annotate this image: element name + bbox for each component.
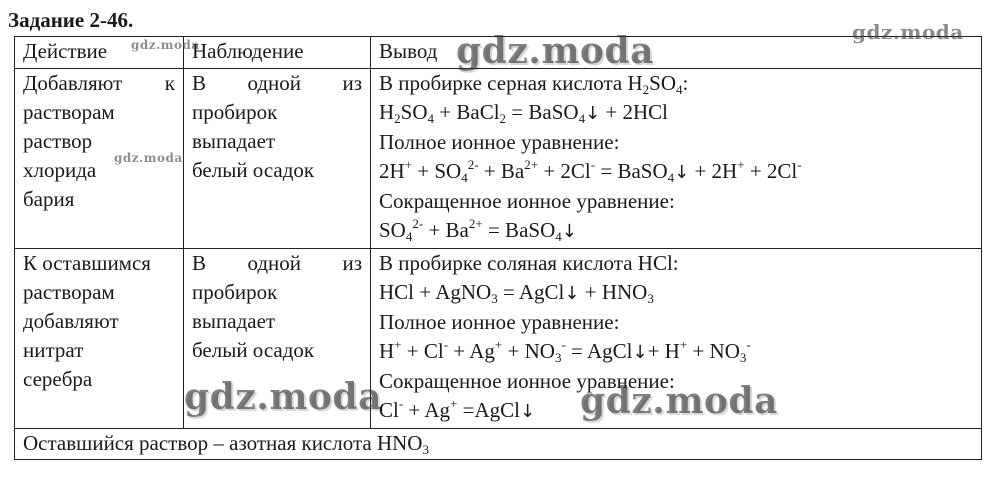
row1-action-line: Добавляют к (23, 71, 175, 95)
watermark: gdz.moda (114, 151, 183, 165)
watermark: gdz.moda (456, 30, 654, 72)
table-row (15, 69, 982, 249)
row2-action-line: добавляют (23, 309, 119, 333)
row1-full-ionic-label: Полное ионное уравнение: (379, 130, 620, 154)
row1-acid-text: В пробирке серная кислота H (379, 71, 643, 95)
row1-action-line: бария (23, 187, 75, 211)
row2-observation-line: пробирок (192, 280, 278, 304)
row2-action-line: серебра (23, 367, 93, 391)
watermark: gdz.moda (580, 380, 778, 422)
row1-acid-line: В пробирке серная кислота $H_2SO_4$: (379, 71, 689, 97)
header-conclusion: Вывод (371, 37, 982, 69)
row1-conclusion (371, 69, 982, 249)
results-table (14, 36, 982, 460)
row1-action-line: раствор (23, 129, 93, 153)
row2-action-line: нитрат (23, 338, 84, 362)
watermark: gdz.moda (131, 38, 200, 52)
footer-cell (15, 429, 982, 460)
row1-action-line: хлорида (23, 158, 97, 182)
row1-short-ionic-label: Сокращенное ионное уравнение: (379, 189, 675, 213)
row1-action (15, 69, 184, 249)
table-row (15, 249, 982, 429)
header-action: Действие (15, 37, 184, 69)
row1-molecular-equation: $H_2SO_4$ + BaCl$_2$ = BaSO$_4$↓ + 2HCl (379, 100, 669, 126)
row1-observation-line: пробирок (192, 100, 278, 124)
row2-full-ionic-equation: $H^+ + Cl^- + Ag^+ + NO_3^-$ = AgCl↓+ $H^+ + NO_3^-$ (379, 337, 751, 365)
row1-action-line: растворам (23, 100, 115, 124)
task-title: Задание 2-46. (8, 8, 134, 32)
row2-observation-line: В одной из (192, 251, 362, 275)
row2-conclusion (371, 249, 982, 429)
row2-observation-line: белый осадок (192, 338, 315, 362)
row1-full-ionic-equation: $2H^+ + SO_4^{2-} + Ba^{2+} + 2Cl^-$ = BaSO$_4$↓ + 2H+ + 2Cl- (379, 157, 802, 185)
watermark: gdz.moda (184, 376, 382, 418)
header-observation: Наблюдение (184, 37, 371, 69)
row2-observation (184, 249, 371, 429)
row1-observation-line: В одной из (192, 71, 362, 95)
row2-short-ionic-equation: Cl- + Ag+ =AgCl↓ (379, 396, 536, 422)
row2-acid-line: В пробирке соляная кислота HCl: (379, 251, 679, 275)
row2-action-line: К оставшимся (23, 251, 151, 275)
row2-short-ionic-label: Сокращенное ионное уравнение: (379, 369, 675, 393)
table-footer-row (15, 429, 982, 460)
footer-text: Оставшийся раствор – азотная кислота HNO (23, 431, 423, 455)
footer-subscript: 3 (422, 442, 429, 457)
row1-observation-line: белый осадок (192, 158, 315, 182)
watermark: gdz.moda (852, 20, 964, 44)
row2-action (15, 249, 184, 429)
row2-molecular-equation: HCl + AgNO$_3$ = AgCl↓ + $HNO_3$ (379, 280, 654, 306)
row2-action-line: растворам (23, 280, 115, 304)
row1-observation (184, 69, 371, 249)
row1-short-ionic-equation: $SO_4^{2-} + Ba^{2+}$ = BaSO$_4$↓ (379, 216, 577, 244)
row2-observation-line: выпадает (192, 309, 276, 333)
row1-observation-line: выпадает (192, 129, 276, 153)
table-header-row (15, 37, 982, 69)
row2-full-ionic-label: Полное ионное уравнение: (379, 310, 620, 334)
